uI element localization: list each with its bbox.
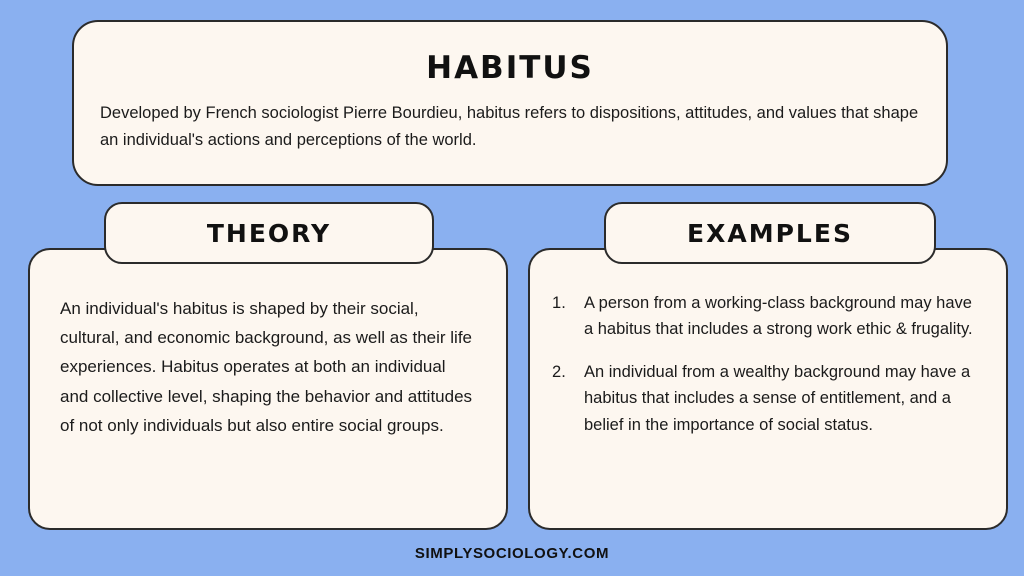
examples-section-title-tab [604, 202, 936, 264]
habitus-definition-card [72, 20, 948, 186]
habitus-definition-text: Developed by French sociologist Pierre Bourdieu, habitus refers to dispositions, attitudes, and values that shape an individual's actions and perceptions of the world. [100, 104, 919, 149]
theory-card [28, 248, 508, 530]
list-item: An individual from a wealthy background may have a habitus that includes a sense of entitlement, and a belief in the importance of social status. [584, 362, 971, 434]
examples-title: EXAMPLES [687, 218, 853, 248]
page-title: HABITUS [426, 50, 594, 86]
examples-card [528, 248, 1008, 530]
examples-list [530, 250, 1006, 438]
list-item: A person from a working-class background may have a habitus that includes a strong work ethic & frugality. [584, 294, 973, 339]
theory-title: THEORY [206, 218, 332, 248]
source-footer: SIMPLYSOCIOLOGY.COM [414, 545, 610, 562]
theory-body-text: An individual's habitus is shaped by their social, cultural, and economic background, as well as their life experiences. Habitus operates at both an individual and collective level, shaping the behavior and attitudes of not only individuals but also entire social groups. [60, 299, 473, 435]
theory-section-title-tab [104, 202, 434, 264]
